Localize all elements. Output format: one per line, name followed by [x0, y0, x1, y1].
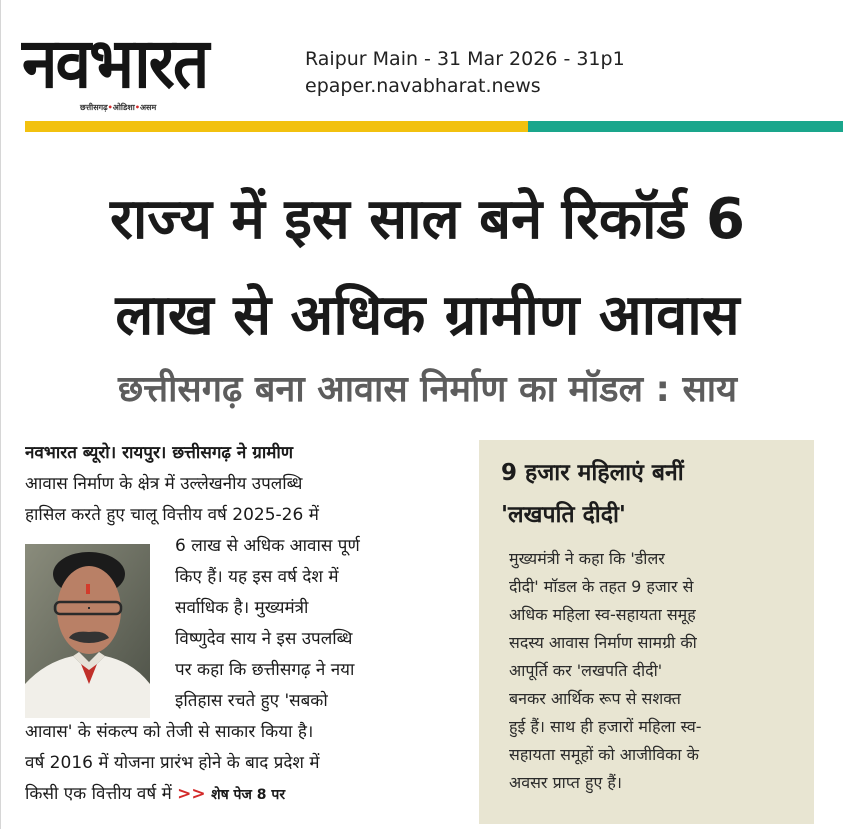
- edition-line: Raipur Main - 31 Mar 2026 - 31p1: [305, 48, 625, 70]
- article-line: किए हैं। यह इस वर्ष देश में: [175, 567, 339, 587]
- article-line: आवास' के संकल्प को तेजी से साकार किया है।: [25, 722, 314, 742]
- sidebar-line: सदस्य आवास निर्माण सामग्री की: [509, 633, 697, 652]
- sidebar-line: बनकर आर्थिक रूप से सशक्त: [509, 689, 681, 708]
- masthead-bar-green: [528, 121, 843, 132]
- article-last-line: [25, 779, 440, 811]
- article-line: इतिहास रचते हुए 'सबको: [175, 691, 328, 711]
- edition-info: [305, 46, 625, 100]
- article-line: सर्वाधिक है। मुख्यमंत्री: [175, 598, 309, 618]
- region-assam: असम: [139, 103, 157, 112]
- sidebar-line: दीदी' मॉडल के तहत 9 हजार से: [509, 577, 694, 596]
- region-chhattisgarh: छत्तीसगढ़: [80, 103, 108, 112]
- main-headline: [20, 172, 835, 364]
- logo-regions: छत्तीसगढ़•ओडिशा•असम: [80, 103, 157, 112]
- sidebar-title: [501, 452, 801, 536]
- sidebar-line: सहायता समूहों को आजीविका के: [509, 745, 699, 764]
- headline-line-2: लाख से अधिक ग्रामीण आवास: [115, 283, 740, 348]
- article-body: [25, 438, 440, 811]
- page-edge: [0, 0, 1, 829]
- sidebar-body: [509, 545, 799, 797]
- continuation-link[interactable]: शेष पेज 8 पर: [211, 787, 286, 803]
- newspaper-logo: [22, 24, 280, 112]
- article-line: आवास निर्माण के क्षेत्र में उल्लेखनीय उपलब्धि: [25, 474, 303, 494]
- sidebar-line: मुख्यमंत्री ने कहा कि 'डीलर: [509, 549, 665, 568]
- sidebar-line: आपूर्ति कर 'लखपति दीदी': [509, 661, 663, 680]
- continuation-arrow-icon: >>: [177, 784, 206, 804]
- sidebar-title-line-2: 'लखपति दीदी': [501, 502, 626, 528]
- epaper-url: epaper.navabharat.news: [305, 75, 541, 97]
- sidebar-title-line-1: 9 हजार महिलाएं बनीं: [501, 460, 684, 486]
- article-line-text: किसी एक वित्तीय वर्ष में: [25, 784, 172, 804]
- article-line: हासिल करते हुए चालू वित्तीय वर्ष 2025-26 में: [25, 505, 319, 525]
- article-line: विष्णुदेव साय ने इस उपलब्धि: [175, 629, 353, 649]
- headline-line-1: राज्य में इस साल बने रिकॉर्ड 6: [110, 187, 745, 252]
- sidebar-box: [479, 440, 814, 824]
- sidebar-line: हुई हैं। साथ ही हजारों महिला स्व-: [509, 717, 702, 736]
- article-line: वर्ष 2016 में योजना प्रारंभ होने के बाद प्रदेश में: [25, 753, 320, 773]
- logo-wordmark: नवभारत: [22, 24, 208, 105]
- article-line: पर कहा कि छत्तीसगढ़ ने नया: [175, 660, 355, 680]
- article-line: 6 लाख से अधिक आवास पूर्ण: [175, 536, 360, 556]
- article-line: नवभारत ब्यूरो। रायपुर। छत्तीसगढ़ ने ग्रामीण: [25, 443, 294, 463]
- region-odisha: ओडिशा: [112, 103, 135, 112]
- masthead-bar-yellow: [25, 121, 528, 132]
- sidebar-line: अवसर प्राप्त हुए हैं।: [509, 773, 622, 792]
- subheadline: छत्तीसगढ़ बना आवास निर्माण का मॉडल : साय: [118, 369, 737, 410]
- sidebar-line: अधिक महिला स्व-सहायता समूह: [509, 605, 696, 624]
